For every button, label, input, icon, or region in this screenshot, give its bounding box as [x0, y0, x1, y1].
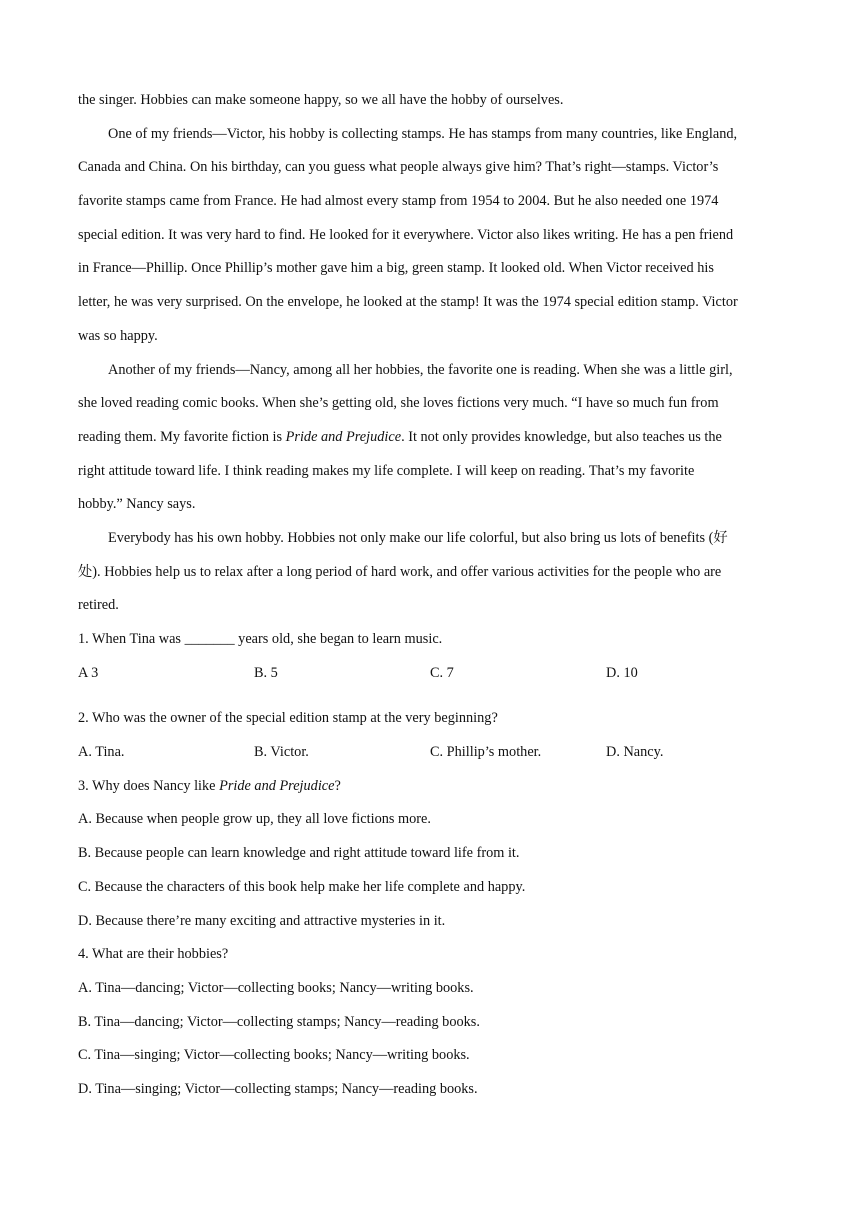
text-line: 处). Hobbies help us to relax after a long period of hard work, and offer various activities for the people who are [78, 563, 722, 580]
passage-paragraph-nancy [78, 354, 784, 522]
text-line: retired. [78, 597, 119, 614]
text-run: ? [334, 777, 341, 794]
text-line: hobby.” Nancy says. [78, 496, 196, 513]
option-d: D. 10 [606, 664, 638, 681]
question-text [78, 770, 784, 804]
option-b: B. Because people can learn knowledge and right attitude toward life from it. [78, 845, 520, 862]
option-a: A. Tina—dancing; Victor—collecting books; Nancy—writing books. [78, 979, 474, 996]
question-2 [78, 702, 784, 769]
text-run: reading them. My favorite fiction is [78, 428, 286, 445]
document-page [78, 84, 784, 1107]
text-line: One of my friends—Victor, his hobby is collecting stamps. He has stamps from many countries, like England, [108, 125, 738, 142]
question-1 [78, 623, 784, 690]
option-c: C. Tina—singing; Victor—collecting books; Nancy—writing books. [78, 1047, 470, 1064]
option-a: A 3 [78, 664, 99, 681]
text-line: right attitude toward life. I think reading makes my life complete. I will keep on reading. That’s my favorite [78, 462, 695, 479]
answer-options [78, 657, 784, 691]
text-line: letter, he was very surprised. On the envelope, he looked at the stamp! It was the 1974 special edition stamp. Victor [78, 294, 738, 311]
text-line: special edition. It was very hard to find. He looked for it everywhere. Victor also likes writing. He has a pen friend [78, 226, 734, 243]
text-run: . It not only provides knowledge, but also teaches us the [401, 428, 722, 445]
book-title: Pride and Prejudice [285, 428, 402, 445]
text-line: favorite stamps came from France. He had almost every stamp from 1954 to 2004. But he also needed one 1974 [78, 193, 719, 210]
option-b: B. 5 [254, 664, 278, 681]
text-line: Another of my friends—Nancy, among all her hobbies, the favorite one is reading. When she was a little girl, [108, 361, 733, 378]
option-c: C. 7 [430, 664, 454, 681]
answer-options [78, 736, 784, 770]
option-c: C. Phillip’s mother. [430, 744, 542, 761]
option-d: D. Because there’re many exciting and attractive mysteries in it. [78, 912, 446, 929]
text-line: Everybody has his own hobby. Hobbies not only make our life colorful, but also bring us lots of benefits (好 [108, 529, 728, 546]
option-d: D. Nancy. [606, 744, 664, 761]
passage-paragraph-0 [78, 84, 784, 118]
question-3 [78, 770, 784, 938]
text-line: was so happy. [78, 327, 158, 344]
option-b: B. Victor. [254, 744, 309, 761]
text-line: the singer. Hobbies can make someone happy, so we all have the hobby of ourselves. [78, 92, 564, 108]
text-line [78, 421, 784, 455]
option-a: A. Because when people grow up, they all love fictions more. [78, 811, 431, 828]
spacer [78, 690, 784, 702]
question-4 [78, 938, 784, 1106]
option-d: D. Tina—singing; Victor—collecting stamps; Nancy—reading books. [78, 1080, 478, 1097]
question-text: 1. When Tina was _______ years old, she began to learn music. [78, 631, 443, 647]
passage-paragraph-victor [78, 118, 784, 354]
book-title: Pride and Prejudice [219, 777, 335, 794]
option-b: B. Tina—dancing; Victor—collecting stamps; Nancy—reading books. [78, 1013, 480, 1030]
question-text: 4. What are their hobbies? [78, 946, 229, 963]
text-line: Canada and China. On his birthday, can you guess what people always give him? That’s right—stamps. Victor’s [78, 159, 719, 176]
option-c: C. Because the characters of this book help make her life complete and happy. [78, 878, 526, 895]
text-line: in France—Phillip. Once Phillip’s mother gave him a big, green stamp. It looked old. When Victor received his [78, 260, 714, 277]
text-line: she loved reading comic books. When she’s getting old, she loves fictions very much. “I have so much fun from [78, 395, 719, 412]
passage-paragraph-conclusion [78, 522, 784, 623]
text-run: 3. Why does Nancy like [78, 777, 220, 794]
option-a: A. Tina. [78, 744, 125, 761]
question-text: 2. Who was the owner of the special edition stamp at the very beginning? [78, 710, 498, 727]
